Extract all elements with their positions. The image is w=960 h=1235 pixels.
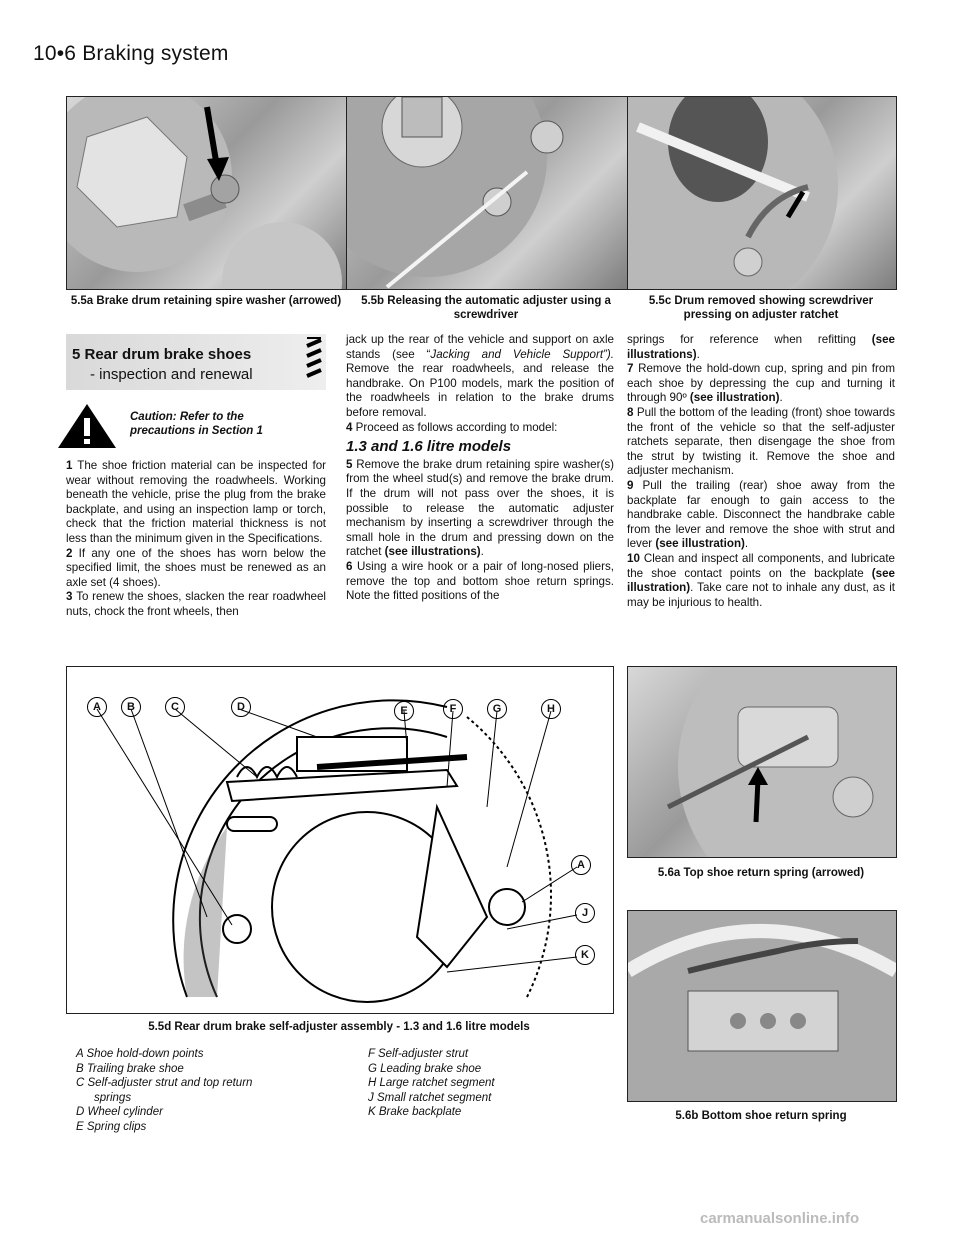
legend-item: springs <box>94 1091 132 1104</box>
step-text: Remove the hold-down cup, spring and pin from each shoe by depressing the cup and turning it through 90º <box>627 362 895 405</box>
legend-item: J Small ratchet segment <box>368 1091 492 1104</box>
step-text: Pull the trailing (rear) shoe away from the backplate far enough to gain access to the handbrake cable. Disconnect the handbrake cable from the lever and remove the shoe with strut and lever <box>627 478 896 551</box>
illustration-ref: (see illustration) <box>689 391 780 405</box>
legend-item: E Spring clips <box>76 1120 147 1133</box>
photo-5-6a-image <box>628 667 896 857</box>
step-text: Remove the brake drum retaining spire washer(s) from the wheel stud(s) and remove the brake drum. If the drum will not pass over the shoes, it is possible to release the automatic adjuster mechanism by inserting a screwdriver through the small hole in the drum and pressing down on the ratchet <box>346 457 614 559</box>
legend-item: G Leading brake shoe <box>368 1062 482 1075</box>
body-text: jack up the rear of the vehicle and support on axle stands (see “ <box>346 333 614 361</box>
column-3 <box>627 333 895 610</box>
cross-reference: Jacking and Vehicle Support”). <box>430 347 614 361</box>
caption-5-5d: 5.5d Rear drum brake self-adjuster assembly - 1.3 and 1.6 litre models <box>148 1021 530 1033</box>
column-1 <box>66 459 326 620</box>
step-number: 5 <box>346 457 357 471</box>
difficulty-spanner-icon <box>304 336 326 384</box>
brake-assembly-diagram <box>67 667 613 1013</box>
caution-note: Caution: Refer to the precautions in Section 1 <box>130 411 263 437</box>
step-number: 4 <box>346 420 356 434</box>
callout-label: K <box>575 945 595 965</box>
step-number: 2 <box>66 546 79 560</box>
caption-5-5b: 5.5b Releasing the automatic adjuster using a screwdriver <box>361 295 611 321</box>
diagram-legend-right <box>368 1047 608 1120</box>
punctuation: . <box>779 391 783 405</box>
callout-label: A <box>571 855 591 875</box>
illustration-ref: (see illustration) <box>655 537 745 551</box>
caption-5-5a: 5.5a Brake drum retaining spire washer (arrowed) <box>70 295 342 307</box>
photo-5-6b <box>627 910 897 1102</box>
caption-5-6a: 5.6a Top shoe return spring (arrowed) <box>657 867 865 879</box>
caption-5-5c: 5.5c Drum removed showing screwdriver pressing on adjuster ratchet <box>648 295 874 321</box>
callout-label: F <box>443 699 463 719</box>
callout-label: J <box>575 903 595 923</box>
step-number: 9 <box>627 478 643 492</box>
photo-5-6a <box>627 666 897 858</box>
step-text: Proceed as follows according to model: <box>355 420 558 434</box>
step-number: 3 <box>66 590 77 604</box>
punctuation: . <box>696 347 700 361</box>
page-header: 10•6 Braking system <box>33 42 229 65</box>
illustration-ref: (see illustrations) <box>384 545 481 559</box>
callout-label: G <box>487 699 507 719</box>
photo-5-5a-image <box>67 97 347 289</box>
step-text: If any one of the shoes has worn below the specified limit, the shoes must be renewed as an axle set (4 shoes). <box>66 546 326 589</box>
photo-5-5c-image <box>628 97 896 289</box>
section-subtitle: - inspection and renewal <box>90 366 253 383</box>
legend-item: D Wheel cylinder <box>76 1106 163 1119</box>
step-number: 7 <box>627 362 639 376</box>
callout-label: D <box>231 697 251 717</box>
caption-5-6b: 5.6b Bottom shoe return spring <box>675 1110 847 1122</box>
subsection-heading: 1.3 and 1.6 litre models <box>346 438 512 456</box>
photo-5-5c <box>627 96 897 290</box>
photo-5-5a <box>66 96 348 290</box>
step-text: Clean and inspect all components, and lubricate the shoe contact points on the backplate <box>627 551 895 580</box>
photo-5-6b-image <box>628 911 896 1101</box>
warning-triangle-icon <box>56 402 118 450</box>
step-text: To renew the shoes, slacken the rear roadwheel nuts, chock the front wheels, then <box>66 590 326 618</box>
section-title: 5 Rear drum brake shoes <box>72 346 252 363</box>
legend-item: A Shoe hold-down points <box>76 1048 204 1060</box>
step-text: . Take care not to inhale any dust, as it may be injurious to health. <box>627 581 895 609</box>
step-text: Pull the bottom of the leading (front) shoe towards the front of the vehicle so that the self-adjuster ratchets separate, then disengage the shoe from the strut by twisting it. Remove the shoe and adjuster mechanism. <box>627 405 895 478</box>
diagram-legend-left <box>76 1047 346 1135</box>
callout-label: C <box>165 697 185 717</box>
step-number: 1 <box>66 459 78 472</box>
step-text: Using a wire hook or a pair of long-nosed pliers, remove the top and bottom shoe return springs. Note the fitted positions of the <box>346 559 614 603</box>
legend-item: C Self-adjuster strut and top return <box>76 1077 253 1090</box>
step-number: 10 <box>627 551 644 565</box>
illustration-ref: (see illustrations) <box>627 333 895 361</box>
step-text: The shoe friction material can be inspected for wear without removing the roadwheels. Working beneath the vehicle, prise the plug from the brake backplate, and using an inspection lamp or torch, check that the friction material thickness is not less than the minimum given in the Specifications. <box>66 459 327 545</box>
body-text: Remove the rear roadwheels, and release the handbrake. On P100 models, mark the position of the roadwheels in relation to the brake drums before removal. <box>346 362 614 419</box>
legend-item: B Trailing brake shoe <box>76 1062 184 1075</box>
callout-label: B <box>121 697 141 717</box>
step-number: 8 <box>627 405 637 419</box>
punctuation: . <box>744 537 749 551</box>
photo-5-5b <box>346 96 628 290</box>
step-number: 6 <box>346 559 357 573</box>
photo-5-5b-image <box>347 97 627 289</box>
callout-label: H <box>541 699 561 719</box>
callout-label: E <box>394 701 414 721</box>
legend-item: H Large ratchet segment <box>368 1077 495 1090</box>
legend-item: F Self-adjuster strut <box>368 1048 469 1060</box>
body-text: springs for reference when refitting <box>627 333 872 346</box>
diagram-5-5d <box>66 666 614 1014</box>
callout-label: A <box>87 697 107 717</box>
illustration-ref: (see illustration) <box>627 566 895 595</box>
column-2 <box>346 333 614 604</box>
watermark-text: carmanualsonline.info <box>700 1210 860 1227</box>
punctuation: . <box>480 545 484 559</box>
legend-item: K Brake backplate <box>368 1106 462 1119</box>
